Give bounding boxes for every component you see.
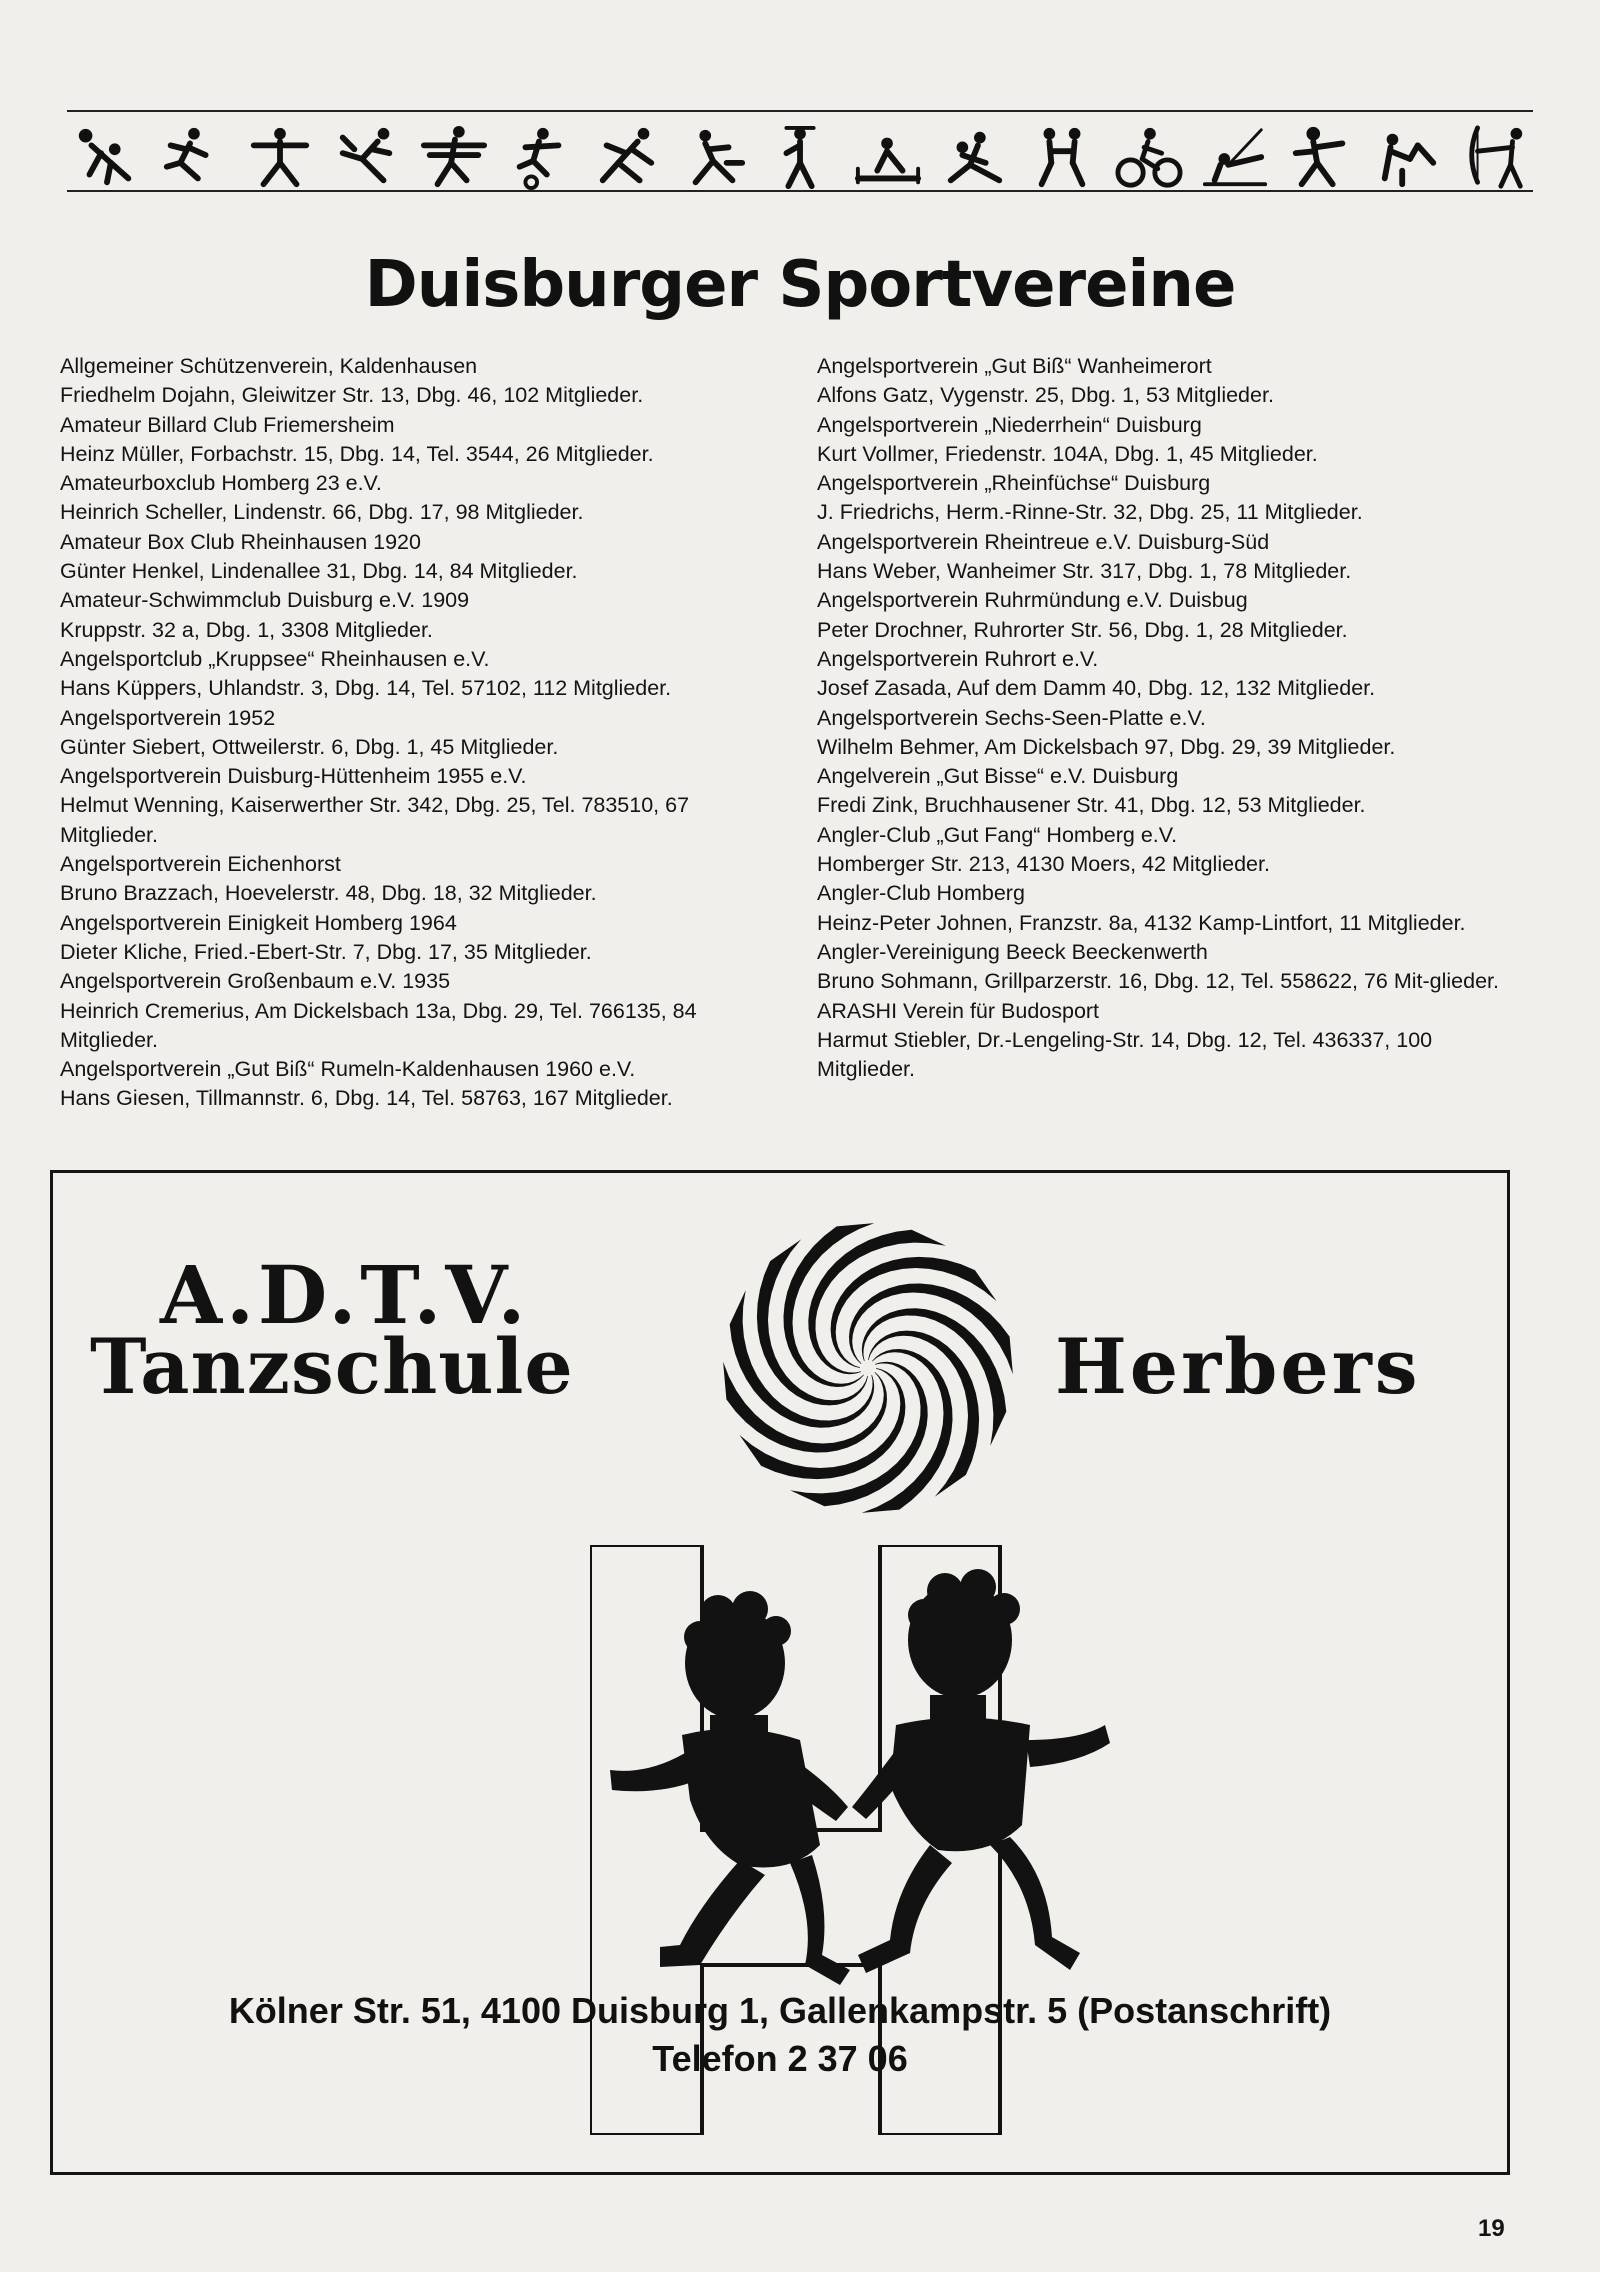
club-name: Angelsportverein Rheintreue e.V. Duisburg-Süd xyxy=(817,529,1270,554)
shooting-icon xyxy=(1201,123,1269,193)
club-name: Angelsportverein Sechs-Seen-Platte e.V. xyxy=(817,705,1206,730)
club-details: Bruno Brazzach, Hoevelerstr. 48, Dbg. 18, 32 Mitglieder. xyxy=(60,881,597,906)
judo-icon xyxy=(1028,123,1096,193)
gymnastics-icon xyxy=(246,123,314,193)
club-entry xyxy=(60,850,760,909)
club-details: Dieter Kliche, Fried.-Ebert-Str. 7, Dbg. 17, 35 Mitglieder. xyxy=(60,939,592,964)
club-details: Kurt Vollmer, Friedenstr. 104A, Dbg. 1, 45 Mitglieder. xyxy=(817,441,1318,466)
club-details: Hans Giesen, Tillmannstr. 6, Dbg. 14, Tel. 58763, 167 Mitglieder. xyxy=(60,1086,673,1111)
club-entry xyxy=(60,704,760,763)
club-name: Angelsportverein Eichenhorst xyxy=(60,852,341,877)
club-entry xyxy=(817,938,1527,997)
club-name: Amateur Billard Club Friemersheim xyxy=(60,412,395,437)
club-details: Hans Weber, Wanheimer Str. 317, Dbg. 1, 78 Mitglieder. xyxy=(817,559,1352,584)
club-name: Angelsportverein „Rheinfüchse“ Duisburg xyxy=(817,471,1211,496)
club-name: Angelsportverein 1952 xyxy=(60,705,276,730)
club-entry xyxy=(817,586,1527,645)
ad-association-name: A.D.T.V. xyxy=(160,1248,530,1342)
club-details: Heinz-Peter Johnen, Franzstr. 8a, 4132 Kamp-Lintfort, 11 Mitglieder. xyxy=(817,910,1466,935)
club-details: Günter Henkel, Lindenallee 31, Dbg. 14, 84 Mitglieder. xyxy=(60,559,578,584)
wrestling-icon xyxy=(941,123,1009,193)
club-name: Angelsportverein Einigkeit Homberg 1964 xyxy=(60,910,457,935)
track-running-icon xyxy=(159,123,227,193)
club-name: Angler-Club Homberg xyxy=(817,881,1025,906)
pictogram-bottom-rule xyxy=(67,190,1533,192)
ad-owner-name: Herbers xyxy=(1055,1322,1421,1411)
club-details: Helmut Wenning, Kaiserwerther Str. 342, Dbg. 25, Tel. 783510, 67 Mitglieder. xyxy=(60,793,690,847)
club-name: ARASHI Verein für Budosport xyxy=(817,998,1100,1023)
club-entry xyxy=(60,586,760,645)
rowing-icon xyxy=(854,123,922,193)
spiral-logo-icon xyxy=(718,1218,1018,1518)
football-icon xyxy=(506,123,574,193)
club-entry xyxy=(60,528,760,587)
volleyball-icon xyxy=(72,123,140,193)
club-entry xyxy=(60,967,760,1055)
club-entry xyxy=(817,879,1527,938)
club-details: Kruppstr. 32 a, Dbg. 1, 3308 Mitglieder. xyxy=(60,617,433,642)
page-title: Duisburger Sportvereine xyxy=(364,248,1236,322)
club-details: J. Friedrichs, Herm.-Rinne-Str. 32, Dbg. 25, 11 Mitglieder. xyxy=(817,500,1363,525)
fencing-icon xyxy=(420,123,488,193)
club-name: Amateur-Schwimmclub Duisburg e.V. 1909 xyxy=(60,588,470,613)
basketball-icon xyxy=(680,123,748,193)
club-details: Peter Drochner, Ruhrorter Str. 56, Dbg. 1, 28 Mitglieder. xyxy=(817,617,1348,642)
club-details: Heinrich Scheller, Lindenstr. 66, Dbg. 17, 98 Mitglieder. xyxy=(60,500,584,525)
club-details: Alfons Gatz, Vygenstr. 25, Dbg. 1, 53 Mitglieder. xyxy=(817,383,1274,408)
club-entry xyxy=(817,411,1527,470)
club-entry xyxy=(817,704,1527,763)
club-entry xyxy=(817,997,1527,1085)
club-details: Harmut Stiebler, Dr.-Lengeling-Str. 14, Dbg. 12, Tel. 436337, 100 Mitglieder. xyxy=(817,1027,1433,1082)
club-details: Hans Küppers, Uhlandstr. 3, Dbg. 14, Tel. 57102, 112 Mitglieder. xyxy=(60,676,672,701)
club-entry xyxy=(60,645,760,704)
club-entry xyxy=(60,411,760,470)
club-name: Angelsportverein „Gut Biß“ Rumeln-Kaldenhausen 1960 e.V. xyxy=(60,1057,636,1082)
cycling-icon xyxy=(1115,123,1183,193)
skating-icon xyxy=(333,123,401,193)
club-name: Angelsportverein „Niederrhein“ Duisburg xyxy=(817,412,1202,437)
boxing-icon xyxy=(1288,123,1356,193)
club-details: Bruno Sohmann, Grillparzerstr. 16, Dbg. 12, Tel. 558622, 76 Mit-glieder. xyxy=(817,969,1500,994)
club-entry xyxy=(60,909,760,968)
club-entry xyxy=(817,469,1527,528)
archery-icon xyxy=(1462,123,1530,193)
club-entry xyxy=(817,645,1527,704)
swimming-icon xyxy=(1375,123,1443,193)
club-name: Amateurboxclub Homberg 23 e.V. xyxy=(60,471,382,496)
club-name: Angelsportverein Ruhrmündung e.V. Duisbug xyxy=(817,588,1248,613)
ad-address: Kölner Str. 51, 4100 Duisburg 1, Gallenkampstr. 5 (Postanschrift) xyxy=(228,1990,1332,2031)
club-name: Angelsportverein Großenbaum e.V. 1935 xyxy=(60,969,451,994)
club-name: Angelsportverein Ruhrort e.V. xyxy=(817,646,1099,671)
club-entry xyxy=(817,352,1527,411)
club-entry xyxy=(817,821,1527,880)
club-details: Fredi Zink, Bruchhausener Str. 41, Dbg. 12, 53 Mitglieder. xyxy=(817,793,1366,818)
sport-pictogram-strip xyxy=(72,118,1530,198)
right-column xyxy=(817,352,1527,1084)
club-name: Angler-Club „Gut Fang“ Homberg e.V. xyxy=(817,822,1178,847)
club-details: Günter Siebert, Ottweilerstr. 6, Dbg. 1, 45 Mitglieder. xyxy=(60,734,559,759)
club-name: Angelsportverein „Gut Biß“ Wanheimerort xyxy=(817,354,1212,378)
club-entry xyxy=(817,762,1527,821)
ad-phone: Telefon 2 37 06 xyxy=(652,2038,908,2079)
club-name: Angelsportverein Duisburg-Hüttenheim 1955 e.V. xyxy=(60,764,527,789)
left-column xyxy=(60,352,760,1114)
club-entry xyxy=(817,528,1527,587)
club-entry xyxy=(60,1055,760,1114)
club-entry xyxy=(60,352,760,411)
club-details: Wilhelm Behmer, Am Dickelsbach 97, Dbg. 29, 39 Mitglieder. xyxy=(817,734,1396,759)
club-details: Heinz Müller, Forbachstr. 15, Dbg. 14, Tel. 3544, 26 Mitglieder. xyxy=(60,441,654,466)
club-details: Heinrich Cremerius, Am Dickelsbach 13a, Dbg. 29, Tel. 766135, 84 Mitglieder. xyxy=(60,998,697,1052)
handball-icon xyxy=(593,123,661,193)
page-number: 19 xyxy=(1478,2215,1505,2242)
club-name: Angelverein „Gut Bisse“ e.V. Duisburg xyxy=(817,764,1179,789)
ad-school-name: Tanzschule xyxy=(90,1322,574,1411)
club-entry xyxy=(60,762,760,850)
club-entry xyxy=(60,469,760,528)
club-name: Allgemeiner Schützenverein, Kaldenhausen xyxy=(60,354,478,378)
club-name: Amateur Box Club Rheinhausen 1920 xyxy=(60,529,421,554)
club-details: Homberger Str. 213, 4130 Moers, 42 Mitglieder. xyxy=(817,852,1270,877)
club-name: Angler-Vereinigung Beeck Beeckenwerth xyxy=(817,939,1208,964)
club-details: Josef Zasada, Auf dem Damm 40, Dbg. 12, 132 Mitglieder. xyxy=(817,676,1376,701)
weightlifting-icon xyxy=(767,123,835,193)
top-rule xyxy=(67,110,1533,112)
club-details: Friedhelm Dojahn, Gleiwitzer Str. 13, Dbg. 46, 102 Mitglieder. xyxy=(60,383,644,408)
club-name: Angelsportclub „Kruppsee“ Rheinhausen e.V. xyxy=(60,646,490,671)
